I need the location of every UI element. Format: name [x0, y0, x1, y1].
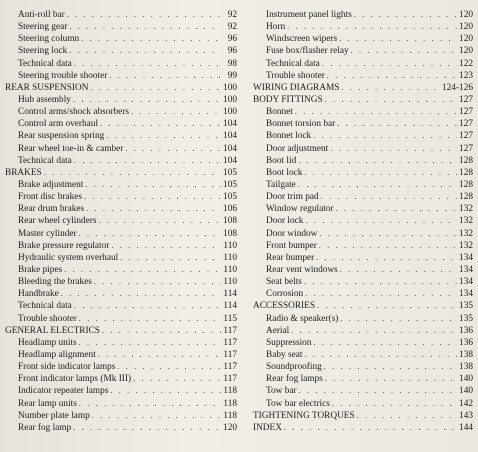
toc-entry-technical-data [5, 58, 237, 70]
page-number: 142 [459, 398, 473, 409]
entry-label: Handbrake [18, 289, 59, 300]
page-number: 134 [459, 277, 473, 288]
dot-leader [110, 385, 221, 397]
section-heading-brakes [5, 167, 237, 179]
entry-label: Rear lamp units [18, 398, 77, 409]
dot-leader [98, 349, 221, 361]
entry-label: Tow bar [266, 386, 297, 397]
page-number: 118 [223, 410, 237, 421]
dot-leader [351, 45, 457, 57]
page-number: 132 [459, 240, 473, 251]
entry-label: Brake adjustment [18, 179, 84, 190]
entry-label: Bleeding the brakes [18, 277, 92, 288]
entry-label: Door adjustment [266, 143, 329, 154]
entry-label: Tow bar electrics [266, 398, 330, 409]
entry-label: Boot lock [266, 167, 303, 178]
dot-leader [336, 203, 457, 215]
entry-label: Technical data [18, 155, 72, 166]
page-number: 134 [459, 252, 473, 263]
toc-entry-tailgate [253, 179, 473, 191]
entry-label: Trouble shooter [266, 70, 325, 81]
dot-leader [61, 288, 221, 300]
toc-entry-rear-vent-windows [253, 264, 473, 276]
toc-entry-number-plate-lamp [5, 410, 237, 422]
page-number: 100 [223, 107, 237, 118]
dot-leader [317, 300, 457, 312]
page-number: 110 [223, 252, 237, 263]
entry-label: WIRING DIAGRAMS [253, 82, 340, 93]
toc-entry-rear-wheel-cylinders [5, 215, 237, 227]
toc-entry-door-adjustment [253, 143, 473, 155]
toc-entry-fuse-box-flasher-relay [253, 45, 473, 57]
page-number: 110 [223, 264, 237, 275]
entry-label: Control arms/shock absorbers [18, 107, 130, 118]
toc-entry-door-trim-pad [253, 191, 473, 203]
toc-entry-rear-bumper [253, 252, 473, 264]
toc-entry-rear-drum-brakes [5, 203, 237, 215]
entry-label: Rear suspension spring [18, 131, 105, 142]
dot-leader [125, 143, 221, 155]
entry-label: REAR SUSPENSION [5, 82, 89, 93]
entry-label: Number plate lamp [18, 410, 90, 421]
dot-leader [340, 264, 457, 276]
toc-entry-rear-wheel-toe-in-camber [5, 143, 237, 155]
entry-label: Steering lock [18, 46, 68, 57]
toc-entry-steering-trouble-shooter [5, 70, 237, 82]
page-number: 120 [223, 422, 237, 433]
entry-label: Windscreen wipers [266, 34, 338, 45]
dot-leader [321, 191, 457, 203]
dot-leader [298, 179, 457, 191]
page-number: 134 [459, 264, 473, 275]
entry-label: Master cylinder [18, 228, 77, 239]
dot-leader [106, 130, 221, 142]
page-number: 104 [223, 119, 237, 130]
dot-leader [117, 361, 221, 373]
dot-leader [284, 422, 457, 434]
dot-leader [67, 9, 221, 21]
page-number: 144 [459, 422, 473, 433]
page-number: 128 [459, 192, 473, 203]
page-number: 136 [459, 337, 473, 348]
page-number: 96 [227, 34, 237, 45]
dot-leader [304, 276, 457, 288]
dot-leader [319, 228, 457, 240]
entry-label: Radio & speaker(s) [266, 313, 339, 324]
toc-entry-bonnet-torsion-bar [253, 118, 473, 130]
page-number: 114 [223, 289, 237, 300]
entry-label: Front disc brakes [18, 192, 83, 203]
dot-leader [325, 94, 457, 106]
toc-entry-bonnet [253, 106, 473, 118]
dot-leader [69, 45, 221, 57]
dot-leader [74, 155, 221, 167]
entry-label: Brake pressure regulator [18, 240, 110, 251]
page-number: 132 [459, 216, 473, 227]
toc-entry-anti-roll-bar [5, 9, 237, 21]
dot-leader [332, 398, 457, 410]
page-number: 128 [459, 155, 473, 166]
entry-label: GENERAL ELECTRICS [5, 325, 100, 336]
toc-entry-technical-data [253, 58, 473, 70]
entry-label: Bonnet torsion bar [266, 119, 336, 130]
page-number: 134 [459, 289, 473, 300]
dot-leader [287, 21, 457, 33]
toc-entry-steering-gear [5, 21, 237, 33]
page-number: 117 [223, 374, 237, 385]
dot-leader [313, 337, 457, 349]
dot-leader [69, 21, 221, 33]
section-heading-rear-suspension [5, 82, 237, 94]
entry-label: ACCESSORIES [253, 301, 315, 312]
page-number: 120 [459, 46, 473, 57]
toc-entry-rear-suspension-spring [5, 130, 237, 142]
dot-leader [327, 70, 457, 82]
page-number: 127 [459, 143, 473, 154]
page-number: 117 [223, 362, 237, 373]
entry-label: Rear drum brakes [18, 204, 85, 215]
entry-label: Trouble shooter [18, 313, 77, 324]
dot-leader [342, 82, 440, 94]
toc-entry-aerial [253, 325, 473, 337]
page-number: 132 [459, 204, 473, 215]
entry-label: Instrument panel lights [266, 10, 352, 20]
page-number: 118 [223, 398, 237, 409]
page-number: 105 [223, 192, 237, 203]
toc-entry-horn [253, 21, 473, 33]
dot-leader [79, 313, 221, 325]
dot-leader [325, 373, 457, 385]
entry-label: Front indicator lamps (Mk III) [18, 374, 132, 385]
entry-label: Rear bumper [266, 252, 315, 263]
toc-entry-handbrake [5, 288, 237, 300]
toc-entry-door-window [253, 228, 473, 240]
entry-label: Door trim pad [266, 192, 319, 203]
entry-label: Door window [266, 228, 318, 239]
entry-label: Horn [266, 22, 286, 33]
page-number: 106 [223, 204, 237, 215]
entry-label: Window regulator [266, 204, 334, 215]
entry-label: Front side indicator lamps [18, 362, 116, 373]
page-number: 114 [223, 301, 237, 312]
toc-entry-technical-data [5, 300, 237, 312]
toc-entry-tow-bar-electrics [253, 398, 473, 410]
toc-entry-instrument-panel-lights [253, 9, 473, 21]
dot-leader [291, 325, 457, 337]
toc-entry-tow-bar [253, 385, 473, 397]
page-number: 138 [459, 362, 473, 373]
page-number: 92 [227, 10, 237, 20]
entry-label: Technical data [18, 301, 72, 312]
dot-leader [109, 70, 221, 82]
dot-leader [98, 215, 221, 227]
dot-leader [131, 106, 221, 118]
dot-leader [313, 130, 457, 142]
dot-leader [92, 410, 221, 422]
contents-right-column [253, 9, 473, 434]
toc-entry-windscreen-wipers [253, 33, 473, 45]
entry-label: Technical data [266, 58, 320, 69]
section-heading-body-fittings [253, 94, 473, 106]
entry-label: Rear vent windows [266, 264, 338, 275]
page-number: 124-126 [442, 82, 473, 93]
dot-leader [304, 167, 457, 179]
entry-label: Front bumper [266, 240, 317, 251]
dot-leader [74, 300, 221, 312]
section-heading-index [253, 422, 473, 434]
entry-label: INDEX [253, 422, 282, 433]
entry-label: Rear fog lamps [266, 374, 323, 385]
toc-entry-front-indicator-lamps-mk-iii [5, 373, 237, 385]
entry-label: Technical data [18, 58, 72, 69]
toc-entry-trouble-shooter [5, 313, 237, 325]
toc-entry-rear-lamp-units [5, 398, 237, 410]
dot-leader [79, 228, 221, 240]
dot-leader [305, 215, 457, 227]
page-number: 120 [459, 34, 473, 45]
dot-leader [322, 58, 457, 70]
page-number: 117 [223, 325, 237, 336]
dot-leader [319, 240, 457, 252]
section-heading-accessories [253, 300, 473, 312]
entry-label: Bonnet [266, 107, 293, 118]
toc-entry-front-bumper [253, 240, 473, 252]
dot-leader [337, 118, 457, 130]
entry-label: Anti-roll bar [18, 10, 65, 20]
toc-entry-trouble-shooter [253, 70, 473, 82]
toc-entry-bonnet-lock [253, 130, 473, 142]
entry-label: Headlamp units [18, 337, 77, 348]
entry-label: Steering gear [18, 22, 68, 33]
entry-label: Fuse box/flasher relay [266, 46, 349, 57]
page-number: 122 [459, 58, 473, 69]
toc-entry-technical-data [5, 155, 237, 167]
page-number: 120 [459, 10, 473, 20]
entry-label: Soundproofing [266, 362, 322, 373]
toc-entry-suppression [253, 337, 473, 349]
toc-entry-headlamp-alignment [5, 349, 237, 361]
page-number: 100 [223, 94, 237, 105]
dot-leader [79, 337, 221, 349]
section-heading-tightening-torques [253, 410, 473, 422]
entry-label: Steering column [18, 34, 80, 45]
toc-entry-radio-speaker-s [253, 313, 473, 325]
page-number: 138 [459, 349, 473, 360]
toc-entry-front-disc-brakes [5, 191, 237, 203]
dot-leader [357, 410, 457, 422]
section-heading-general-electrics [5, 325, 237, 337]
toc-entry-headlamp-units [5, 337, 237, 349]
entry-label: Control arm overhaul [18, 119, 99, 130]
toc-entry-rear-fog-lamp [5, 422, 237, 434]
page-number: 92 [227, 22, 237, 33]
toc-entry-brake-pressure-regulator [5, 240, 237, 252]
dot-leader [295, 106, 457, 118]
dot-leader [340, 313, 457, 325]
dot-leader [299, 385, 457, 397]
toc-entry-bleeding-the-brakes [5, 276, 237, 288]
toc-entry-boot-lid [253, 155, 473, 167]
entry-label: Corrosion [266, 289, 304, 300]
page-number: 99 [227, 70, 237, 81]
dot-leader [305, 288, 457, 300]
page-number: 143 [459, 410, 473, 421]
toc-entry-control-arm-overhaul [5, 118, 237, 130]
page-number: 105 [223, 179, 237, 190]
page-number: 136 [459, 325, 473, 336]
page-number: 117 [223, 349, 237, 360]
page-number: 132 [459, 228, 473, 239]
dot-leader [85, 179, 221, 191]
dot-leader [133, 373, 221, 385]
dot-leader [354, 9, 457, 21]
entry-label: Seat belts [266, 277, 302, 288]
entry-label: Steering trouble shooter [18, 70, 108, 81]
page-number: 115 [223, 313, 237, 324]
toc-entry-brake-pipes [5, 264, 237, 276]
page-number: 135 [459, 313, 473, 324]
toc-entry-rear-fog-lamps [253, 373, 473, 385]
page-number: 105 [223, 167, 237, 178]
toc-entry-master-cylinder [5, 228, 237, 240]
entry-label: Boot lid [266, 155, 297, 166]
toc-entry-hydraulic-system-overhaul [5, 252, 237, 264]
page-number: 108 [223, 216, 237, 227]
page-number: 127 [459, 94, 473, 105]
page-number: 117 [223, 337, 237, 348]
dot-leader [90, 82, 221, 94]
page-number: 96 [227, 46, 237, 57]
toc-entry-indicator-repeater-lamps [5, 385, 237, 397]
page-number: 104 [223, 131, 237, 142]
dot-leader [84, 191, 221, 203]
entry-label: Hydraulic system overhaul [18, 252, 119, 263]
toc-entry-window-regulator [253, 203, 473, 215]
dot-leader [324, 361, 457, 373]
page-number: 104 [223, 143, 237, 154]
dot-leader [100, 118, 221, 130]
dot-leader [102, 325, 221, 337]
entry-label: Aerial [266, 325, 290, 336]
dot-leader [94, 276, 221, 288]
entry-label: Door lock [266, 216, 304, 227]
toc-entry-steering-column [5, 33, 237, 45]
dot-leader [73, 94, 221, 106]
entry-label: Rear wheel toe-in & camber [18, 143, 124, 154]
entry-label: Suppression [266, 337, 312, 348]
entry-label: Indicator repeater lamps [18, 386, 109, 397]
page-number: 118 [223, 386, 237, 397]
dot-leader [304, 349, 457, 361]
entry-label: Brake pipes [18, 264, 63, 275]
toc-entry-corrosion [253, 288, 473, 300]
dot-leader [44, 167, 221, 179]
page-number: 140 [459, 386, 473, 397]
entry-label: Rear wheel cylinders [18, 216, 97, 227]
page-number: 104 [223, 155, 237, 166]
toc-entry-baby-seat [253, 349, 473, 361]
entry-label: Headlamp alignment [18, 349, 96, 360]
contents-left-column [5, 9, 237, 434]
entry-label: Baby seat [266, 349, 303, 360]
page-number: 128 [459, 179, 473, 190]
page-number: 98 [227, 58, 237, 69]
page-number: 110 [223, 240, 237, 251]
toc-entry-seat-belts [253, 276, 473, 288]
page-number: 128 [459, 167, 473, 178]
page-number: 127 [459, 107, 473, 118]
toc-entry-control-arms-shock-absorbers [5, 106, 237, 118]
toc-entry-front-side-indicator-lamps [5, 361, 237, 373]
dot-leader [316, 252, 457, 264]
dot-leader [111, 240, 221, 252]
section-heading-wiring-diagrams [253, 82, 473, 94]
page-number: 100 [223, 82, 237, 93]
page-number: 108 [223, 228, 237, 239]
toc-entry-hub-assembly [5, 94, 237, 106]
entry-label: Bonnet lock [266, 131, 312, 142]
dot-leader [81, 33, 221, 45]
entry-label: Hub assembly [18, 94, 71, 105]
page-number: 127 [459, 119, 473, 130]
entry-label: TIGHTENING TORQUES [253, 410, 355, 421]
dot-leader [74, 58, 221, 70]
dot-leader [64, 264, 221, 276]
entry-label: Tailgate [266, 179, 296, 190]
page-number: 123 [459, 70, 473, 81]
dot-leader [73, 422, 221, 434]
entry-label: BRAKES [5, 167, 42, 178]
page-number: 140 [459, 374, 473, 385]
page-number: 110 [223, 277, 237, 288]
toc-entry-steering-lock [5, 45, 237, 57]
toc-entry-brake-adjustment [5, 179, 237, 191]
page-number: 120 [459, 22, 473, 33]
toc-entry-soundproofing [253, 361, 473, 373]
page-number: 135 [459, 301, 473, 312]
entry-label: BODY FITTINGS [253, 94, 323, 105]
entry-label: Rear fog lamp [18, 422, 72, 433]
dot-leader [339, 33, 457, 45]
dot-leader [298, 155, 457, 167]
page-number: 127 [459, 131, 473, 142]
dot-leader [330, 143, 457, 155]
toc-entry-door-lock [253, 215, 473, 227]
dot-leader [79, 398, 221, 410]
dot-leader [86, 203, 221, 215]
dot-leader [120, 252, 221, 264]
toc-entry-boot-lock [253, 167, 473, 179]
